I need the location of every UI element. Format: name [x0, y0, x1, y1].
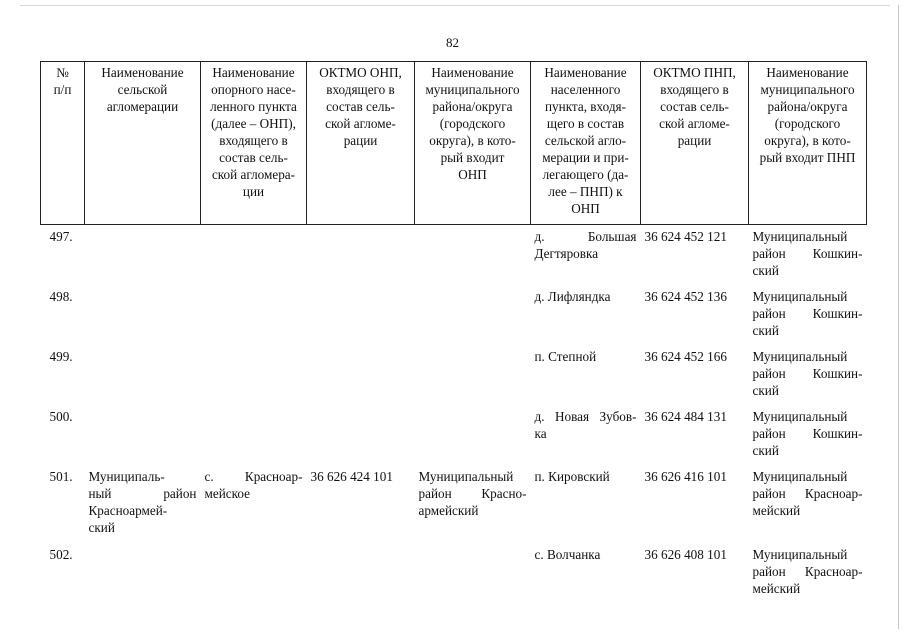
cell-line: Муниципальный — [418, 469, 514, 484]
header-line: ОНП — [571, 201, 600, 216]
oktmo-onp-cell — [307, 285, 415, 345]
header-district-pnp — [749, 62, 867, 225]
cell-line: район Кошкин- — [752, 306, 863, 321]
district-onp-cell — [415, 465, 531, 543]
header-line: входящего в — [219, 133, 288, 148]
cell-line: мейский — [752, 581, 801, 596]
cell-line: район Кошкин- — [752, 426, 863, 441]
oktmo-onp-cell — [307, 225, 415, 286]
header-line: № — [56, 65, 69, 80]
onp-cell — [201, 345, 307, 405]
district-pnp-cell — [749, 225, 867, 286]
header-line: округа), в кото- — [429, 133, 516, 148]
cell-line: Муниципаль- — [88, 469, 165, 484]
cell-line: ский — [752, 323, 779, 338]
table-body — [41, 225, 867, 607]
cell-line: Муниципальный — [752, 229, 848, 244]
cell-line: мейское — [204, 486, 250, 501]
cell-line: район Красно- — [418, 486, 527, 501]
oktmo-onp-cell — [307, 405, 415, 465]
row-number: 498. — [49, 289, 73, 304]
header-line: округа), в кото- — [764, 133, 851, 148]
cell-line: Муниципальный — [752, 349, 848, 364]
header-line: ОКТМО ОНП, — [319, 65, 402, 80]
cell-line: д. Большая — [534, 229, 637, 244]
oktmo-onp-cell: 36 626 424 101 — [310, 469, 393, 484]
onp-cell — [201, 405, 307, 465]
district-pnp-cell — [749, 405, 867, 465]
header-line: легающего (да- — [542, 167, 629, 182]
cell-line: Красноармей- — [88, 503, 168, 518]
header-line: входящего в — [660, 82, 729, 97]
header-line: Наименование — [766, 65, 849, 80]
cell-line: Муниципальный — [752, 469, 848, 484]
header-line: рый входит ПНП — [759, 150, 856, 165]
cell-line: Дегтяровка — [534, 246, 599, 261]
header-line: состав сель- — [219, 150, 288, 165]
cell-line: ный район — [88, 486, 197, 501]
header-line: района/округа — [767, 99, 848, 114]
oktmo-pnp-cell: 36 624 452 166 — [644, 349, 727, 364]
cell-line: армейский — [418, 503, 479, 518]
district-pnp-cell — [749, 345, 867, 405]
header-line: ленного пункта — [210, 99, 297, 114]
agglomeration-cell — [85, 405, 201, 465]
header-line: щего в состав — [546, 116, 625, 131]
cell-line: Муниципальный — [752, 289, 848, 304]
row-number: 497. — [49, 229, 73, 244]
cell-line: ский — [88, 520, 115, 535]
cell-line: ский — [752, 443, 779, 458]
header-pnp — [531, 62, 641, 225]
table-row — [41, 543, 867, 606]
oktmo-pnp-cell: 36 624 452 121 — [644, 229, 727, 244]
pnp-cell — [531, 225, 641, 286]
cell-line: район Красноар- — [752, 486, 863, 501]
district-onp-cell — [415, 285, 531, 345]
row-number: 502. — [49, 547, 73, 562]
pnp-cell — [531, 345, 641, 405]
agglomeration-cell — [85, 225, 201, 286]
table-row — [41, 225, 867, 286]
header-line: рации — [677, 133, 712, 148]
header-line: Наименование — [431, 65, 514, 80]
oktmo-pnp-cell: 36 624 484 131 — [644, 409, 727, 424]
header-line: Наименование — [212, 65, 295, 80]
header-line: муниципального — [760, 82, 855, 97]
cell-line: ский — [752, 263, 779, 278]
district-pnp-cell — [749, 285, 867, 345]
table-header — [41, 62, 867, 225]
cell-line: ский — [752, 383, 779, 398]
header-line: ской агломе- — [659, 116, 730, 131]
header-line: (городского — [439, 116, 506, 131]
header-line: ции — [242, 184, 265, 199]
header-line: состав сель- — [326, 99, 395, 114]
cell-line: Муниципальный — [752, 547, 848, 562]
header-line: ОНП — [458, 167, 487, 182]
header-line: опорного насе- — [211, 82, 296, 97]
cell-line: мейский — [752, 503, 801, 518]
header-line: входящего в — [326, 82, 395, 97]
header-oktmo-onp — [307, 62, 415, 225]
header-line: сельской — [117, 82, 168, 97]
district-onp-cell — [415, 405, 531, 465]
row-number: 500. — [49, 409, 73, 424]
header-line: рации — [343, 133, 378, 148]
cell-line: п. Степной — [534, 349, 597, 364]
oktmo-pnp-cell: 36 626 408 101 — [644, 547, 727, 562]
header-line: (городского — [774, 116, 841, 131]
onp-cell — [201, 225, 307, 286]
district-pnp-cell — [749, 465, 867, 543]
header-line: пункта, входя- — [544, 99, 626, 114]
page-edge-right — [898, 5, 899, 629]
onp-cell — [201, 465, 307, 543]
agglomeration-cell — [85, 543, 201, 606]
settlements-table — [40, 61, 867, 606]
header-line: (далее – ОНП), — [211, 116, 296, 131]
pnp-cell — [531, 405, 641, 465]
agglomeration-cell — [85, 345, 201, 405]
oktmo-onp-cell — [307, 345, 415, 405]
header-line: Наименование — [544, 65, 627, 80]
onp-cell — [201, 543, 307, 606]
agglomeration-cell — [85, 285, 201, 345]
table-row — [41, 285, 867, 345]
table-row — [41, 345, 867, 405]
header-line: ской агломера- — [211, 167, 296, 182]
header-line: Наименование — [101, 65, 184, 80]
oktmo-onp-cell — [307, 543, 415, 606]
header-line: мерации и при- — [542, 150, 629, 165]
cell-line: д. Лифляндка — [534, 289, 611, 304]
header-line: ской агломе- — [325, 116, 396, 131]
header-district-onp — [415, 62, 531, 225]
oktmo-pnp-cell: 36 624 452 136 — [644, 289, 727, 304]
cell-line: район Красноар- — [752, 564, 863, 579]
header-line: п/п — [53, 82, 72, 97]
page-number: 82 — [446, 35, 459, 50]
row-number: 499. — [49, 349, 73, 364]
header-num — [41, 62, 85, 225]
district-onp-cell — [415, 543, 531, 606]
header-line: рый входит — [440, 150, 505, 165]
table-row — [41, 405, 867, 465]
onp-cell — [201, 285, 307, 345]
cell-line: п. Кировский — [534, 469, 610, 484]
row-number: 501. — [49, 469, 73, 484]
header-agglomeration — [85, 62, 201, 225]
cell-line: Муниципальный — [752, 409, 848, 424]
header-row — [41, 62, 867, 225]
agglomeration-cell — [85, 465, 201, 543]
cell-line: ка — [534, 426, 547, 441]
header-line: состав сель- — [660, 99, 729, 114]
cell-line: район Кошкин- — [752, 366, 863, 381]
header-oktmo-pnp — [641, 62, 749, 225]
page-edge-top — [20, 5, 890, 6]
table-row — [41, 465, 867, 543]
pnp-cell — [531, 465, 641, 543]
header-line: населенного — [550, 82, 621, 97]
header-line: лее – ПНП) к — [548, 184, 623, 199]
oktmo-pnp-cell: 36 626 416 101 — [644, 469, 727, 484]
header-onp — [201, 62, 307, 225]
header-line: агломерации — [106, 99, 179, 114]
header-line: ОКТМО ПНП, — [653, 65, 736, 80]
district-onp-cell — [415, 225, 531, 286]
header-line: района/округа — [432, 99, 513, 114]
pnp-cell — [531, 285, 641, 345]
header-line: муниципального — [425, 82, 520, 97]
cell-line: район Кошкин- — [752, 246, 863, 261]
district-onp-cell — [415, 345, 531, 405]
cell-line: с. Волчанка — [534, 547, 601, 562]
header-line: сельской агло- — [544, 133, 627, 148]
pnp-cell — [531, 543, 641, 606]
cell-line: с. Красноар- — [204, 469, 303, 484]
district-pnp-cell — [749, 543, 867, 606]
cell-line: д. Новая Зубов- — [534, 409, 637, 424]
